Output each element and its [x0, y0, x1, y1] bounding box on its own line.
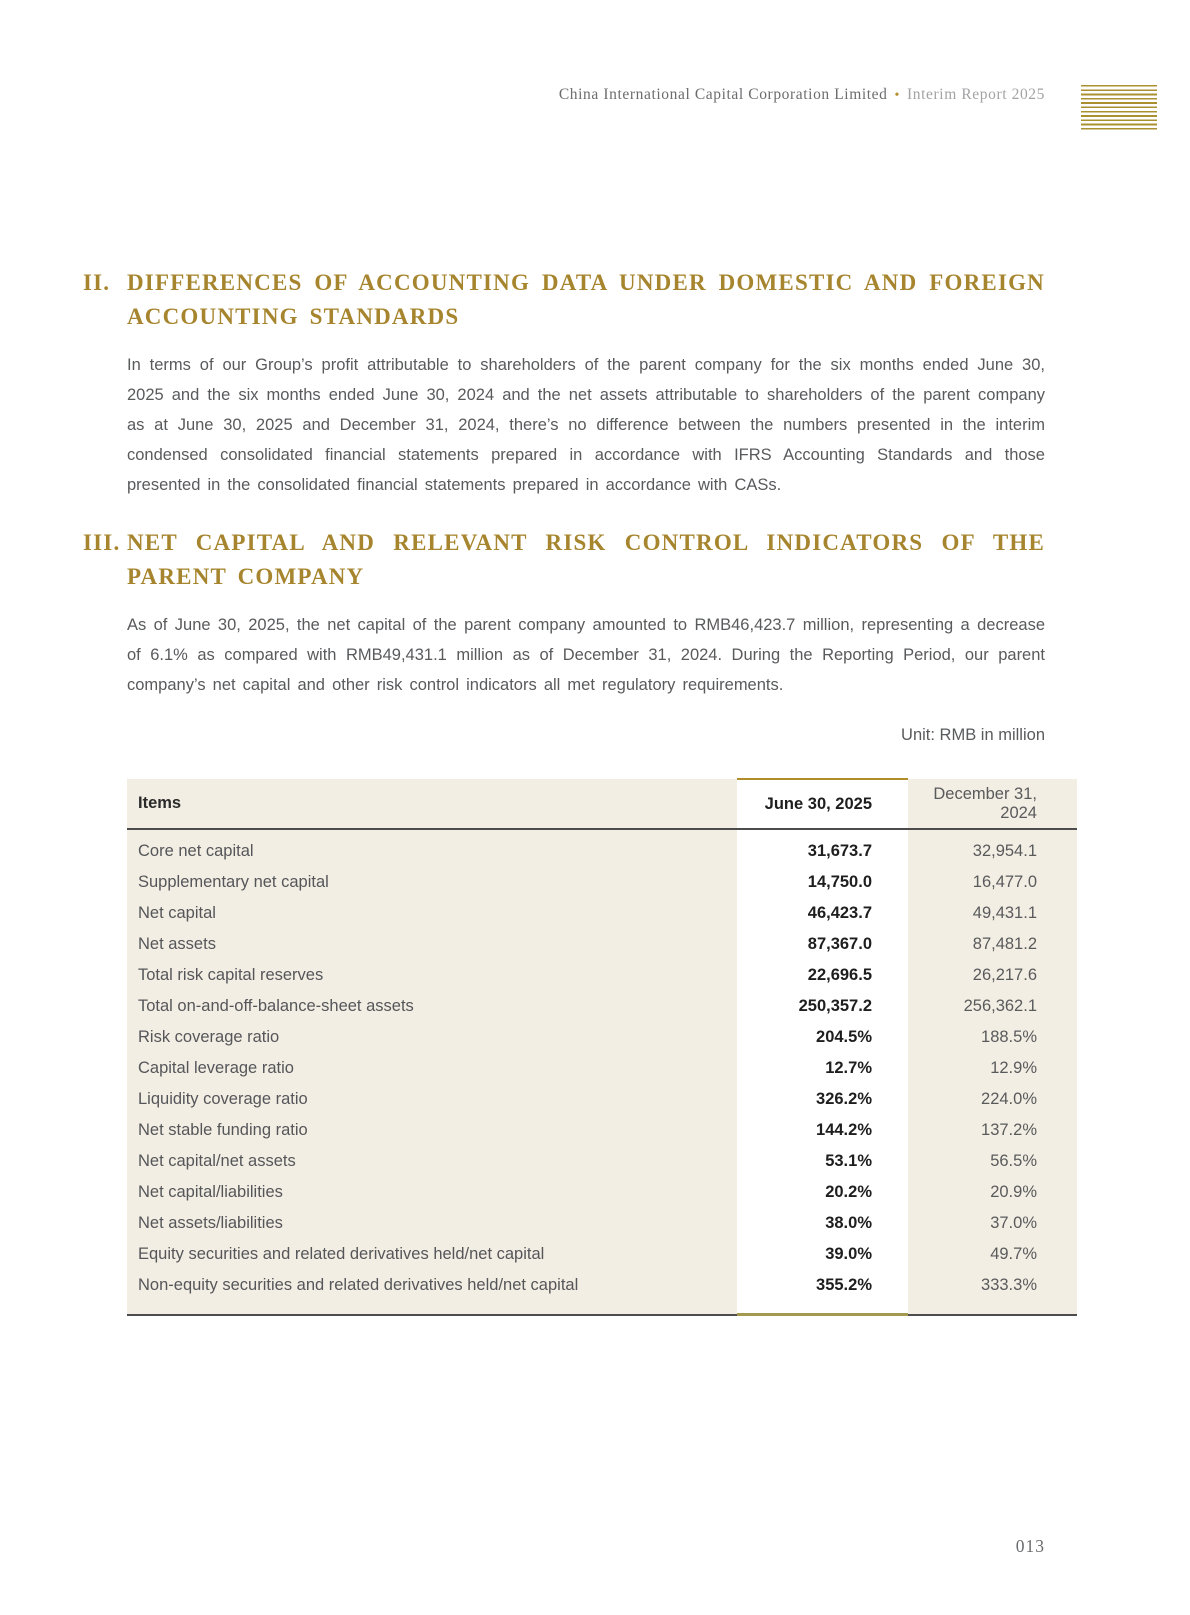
value-previous: 333.3% [908, 1270, 1077, 1315]
section-ii-heading [83, 266, 1045, 334]
value-previous: 37.0% [908, 1208, 1077, 1239]
table-body [127, 829, 1077, 1315]
table-row [127, 1053, 1077, 1084]
item-label: Net stable funding ratio [127, 1115, 737, 1146]
section-title: NET CAPITAL AND RELEVANT RISK CONTROL INDICATORS OF THE PARENT COMPANY [127, 530, 1045, 589]
item-label: Net assets/liabilities [127, 1208, 737, 1239]
table-row [127, 829, 1077, 867]
column-header-previous: December 31, 2024 [908, 779, 1077, 829]
page-number: 013 [1015, 1536, 1045, 1556]
value-current: 144.2% [737, 1115, 908, 1146]
section-number: III. [83, 530, 121, 555]
section-title: DIFFERENCES OF ACCOUNTING DATA UNDER DOMESTIC AND FOREIGN ACCOUNTING STANDARDS [127, 270, 1045, 329]
value-previous: 49.7% [908, 1239, 1077, 1270]
item-label: Capital leverage ratio [127, 1053, 737, 1084]
table-row [127, 867, 1077, 898]
item-label: Risk coverage ratio [127, 1022, 737, 1053]
unit-note: Unit: RMB in million [901, 726, 1045, 744]
section-ii [83, 266, 1045, 500]
table-row [127, 1022, 1077, 1053]
value-current: 326.2% [737, 1084, 908, 1115]
table-row [127, 1208, 1077, 1239]
table-row [127, 1177, 1077, 1208]
value-current: 14,750.0 [737, 867, 908, 898]
table-header-row [127, 779, 1077, 829]
value-previous: 87,481.2 [908, 929, 1077, 960]
value-previous: 32,954.1 [908, 829, 1077, 867]
value-current: 355.2% [737, 1270, 908, 1315]
value-previous: 49,431.1 [908, 898, 1077, 929]
section-body: As of June 30, 2025, the net capital of the parent company amounted to RMB46,423.7 million, representing a decrease of 6.1% as compared with RMB49,431.1 million as of December 31, 2024. During the Reporting Period, our parent company’s net capital and other risk control indicators all met regulatory requirements. [127, 616, 1045, 694]
item-label: Net capital/liabilities [127, 1177, 737, 1208]
value-current: 38.0% [737, 1208, 908, 1239]
item-label: Total on-and-off-balance-sheet assets [127, 991, 737, 1022]
table-row [127, 1115, 1077, 1146]
table-row [127, 1084, 1077, 1115]
column-header-current: June 30, 2025 [737, 779, 908, 829]
cicc-logo-lines-icon [1081, 85, 1157, 132]
column-header-items: Items [127, 779, 737, 829]
table-row [127, 1146, 1077, 1177]
net-capital-table [127, 778, 1077, 1316]
item-label: Net capital [127, 898, 737, 929]
value-current: 250,357.2 [737, 991, 908, 1022]
table-row [127, 1239, 1077, 1270]
value-previous: 26,217.6 [908, 960, 1077, 991]
item-label: Core net capital [127, 829, 737, 867]
item-label: Equity securities and related derivatives held/net capital [127, 1239, 737, 1270]
value-current: 87,367.0 [737, 929, 908, 960]
item-label: Total risk capital reserves [127, 960, 737, 991]
bullet-separator-icon: • [894, 88, 901, 103]
value-previous: 224.0% [908, 1084, 1077, 1115]
value-current: 31,673.7 [737, 829, 908, 867]
item-label: Liquidity coverage ratio [127, 1084, 737, 1115]
table-row [127, 898, 1077, 929]
value-previous: 137.2% [908, 1115, 1077, 1146]
table-row [127, 929, 1077, 960]
value-previous: 188.5% [908, 1022, 1077, 1053]
table-row [127, 1270, 1077, 1315]
value-previous: 20.9% [908, 1177, 1077, 1208]
value-current: 204.5% [737, 1022, 908, 1053]
value-current: 22,696.5 [737, 960, 908, 991]
table-row [127, 960, 1077, 991]
value-current: 53.1% [737, 1146, 908, 1177]
item-label: Supplementary net capital [127, 867, 737, 898]
item-label: Non-equity securities and related derivatives held/net capital [127, 1270, 737, 1315]
section-number: II. [83, 270, 111, 295]
value-previous: 12.9% [908, 1053, 1077, 1084]
value-previous: 16,477.0 [908, 867, 1077, 898]
value-previous: 56.5% [908, 1146, 1077, 1177]
table-row [127, 991, 1077, 1022]
company-name: China International Capital Corporation Limited [558, 86, 888, 103]
value-current: 46,423.7 [737, 898, 908, 929]
value-previous: 256,362.1 [908, 991, 1077, 1022]
value-current: 20.2% [737, 1177, 908, 1208]
section-body: In terms of our Group’s profit attributable to shareholders of the parent company for the six months ended June 30, 2025 and the six months ended June 30, 2024 and the net assets attributable to shareholders of the parent company as at June 30, 2025 and December 31, 2024, there’s no difference between the numbers presented in the interim condensed consolidated financial statements prepared in accordance with IFRS Accounting Standards and those presented in the consolidated financial statements prepared in accordance with CASs. [127, 356, 1045, 494]
section-iii [83, 526, 1045, 700]
item-label: Net assets [127, 929, 737, 960]
running-header [559, 86, 1045, 104]
section-iii-heading [83, 526, 1045, 594]
value-current: 39.0% [737, 1239, 908, 1270]
value-current: 12.7% [737, 1053, 908, 1084]
report-title: Interim Report 2025 [907, 86, 1045, 103]
item-label: Net capital/net assets [127, 1146, 737, 1177]
